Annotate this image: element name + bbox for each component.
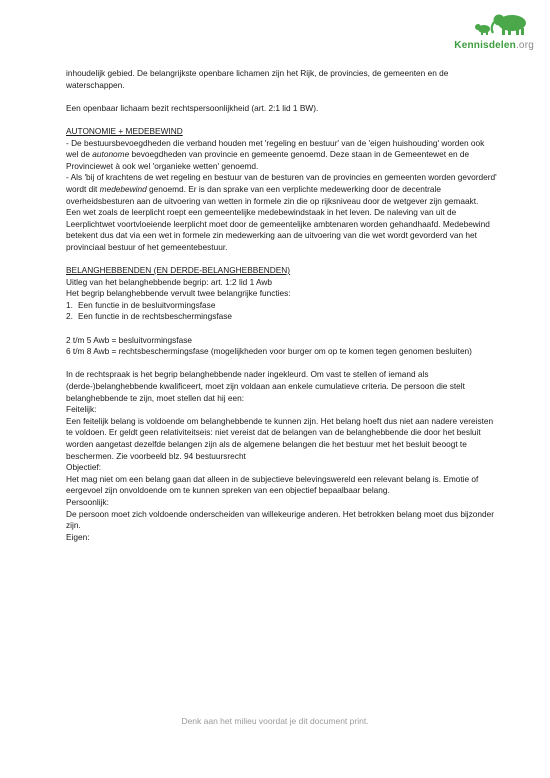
- page-footer: Denk aan het milieu voordat je dit document print.: [181, 716, 369, 726]
- label-persoonlijk: Persoonlijk:: [66, 496, 109, 507]
- heading-autonomie: AUTONOMIE + MEDEBEWIND: [66, 125, 183, 136]
- kennisdelen-logo: [416, 14, 534, 54]
- functies-line: Het begrip belanghebbende vervult twee belangrijke functies:: [66, 288, 291, 299]
- feitelijk-paragraph: Een feitelijk belang is voldoende om belanghebbende te kunnen zijn. Het belang hoeft dus niet aan nadere vereisten te voldoen. Er geldt geen relativiteitseis: niet vereist dat de belangen van de belanghebbende die door het besluit worden aangetast dezelfde belangen zijn als de algemene belangen die het bestuur met het besluit beoogt te beschermen. Zie voorbeeld blz. 94 bestuursrecht: [66, 415, 494, 461]
- document-body: [66, 68, 498, 543]
- uitleg-line: Uitleg van het belanghebbende begrip: art. 1:2 lid 1 Awb: [66, 276, 273, 287]
- persoonlijk-paragraph: De persoon moet zich voldoende onderscheiden van willekeurige anderen. Het betrokken belang moet dus bijzonder zijn.: [66, 508, 495, 531]
- besluitvorming-line: 2 t/m 5 Awb = besluitvormingsfase: [66, 334, 192, 345]
- leerplicht-paragraph: Een wet zoals de leerplicht roept een gemeentelijke medebewindstaak in het leven. De naleving van uit de Leerplichtwet voortvloeiende leerplicht moet door de gemeentelijke ambtenaren worden gehandhaafd. Medebewind betekent dus dat via een wet in formele zin medewerking aan de uitvoering van die wet wordt gevorderd van het provinciaal bestuur of het gemeentebestuur.: [66, 207, 490, 252]
- label-feitelijk: Feitelijk:: [66, 404, 97, 415]
- rechtsbescherming-line: 6 t/m 8 Awb = rechtsbeschermingsfase (mogelijkheden voor burger om op te komen tegen genomen besluiten): [66, 346, 472, 357]
- logo-wordmark: Kennisdelen.org: [454, 40, 534, 51]
- label-objectief: Objectief:: [66, 462, 102, 473]
- objectief-paragraph: Het mag niet om een belang gaan dat alleen in de subjectieve belevingswereld een relevant belang is. Emotie of eergevoel zijn onvoldoende om te kunnen spreken van een objectief bepaalbaar belang.: [66, 473, 479, 496]
- list-item: 1. Een functie in de besluitvormingsfase: [66, 299, 216, 310]
- list-item: 2. Een functie in de rechtsbeschermingsfase: [66, 311, 233, 322]
- rechtspersoon-paragraph: Een openbaar lichaam bezit rechtspersoonlijkheid (art. 2:1 lid 1 BW).: [66, 102, 319, 113]
- intro-paragraph: inhoudelijk gebied. De belangrijkste openbare lichamen zijn het Rijk, de provincies, de gemeenten en de waterschappen.: [66, 68, 449, 90]
- medebewind-paragraph: - Als 'bij of krachtens de wet regeling en bestuur van de besturen van de provincies en gemeenten worden gevorderd' wordt dit medebewind genoemd. Er is dan sprake van een verplichte medewerking door de decentrale overheidsbesturen aan de uitvoering van wetten in formele zin die op rijksniveau door de wetgever zijn gemaakt.: [66, 172, 497, 206]
- autonomie-paragraph: - De bestuursbevoegdheden die verband houden met 'regeling en bestuur' van de 'eigen huishouding' worden ook wel de autonome bevoegdheden van provincie en gemeente genoemd. Deze staan in de Gemeentewet en de Provinciewet à ook wel 'organieke wetten' genoemd.: [66, 137, 485, 171]
- label-eigen: Eigen:: [66, 531, 90, 542]
- heading-belanghebbenden: BELANGHEBBENDEN (EN DERDE-BELANGHEBBENDEN): [66, 265, 291, 276]
- criteria-paragraph: In de rechtspraak is het begrip belanghebbende nader ingekleurd. Om vast te stellen of iemand als (derde-)belanghebbende kwalificeert, moet zijn voldaan aan enkele cumulatieve criteria. De persoon die stelt belanghebbende te zijn, moet stellen dat hij een:: [66, 369, 465, 403]
- elephant-logo-icon: [472, 14, 534, 36]
